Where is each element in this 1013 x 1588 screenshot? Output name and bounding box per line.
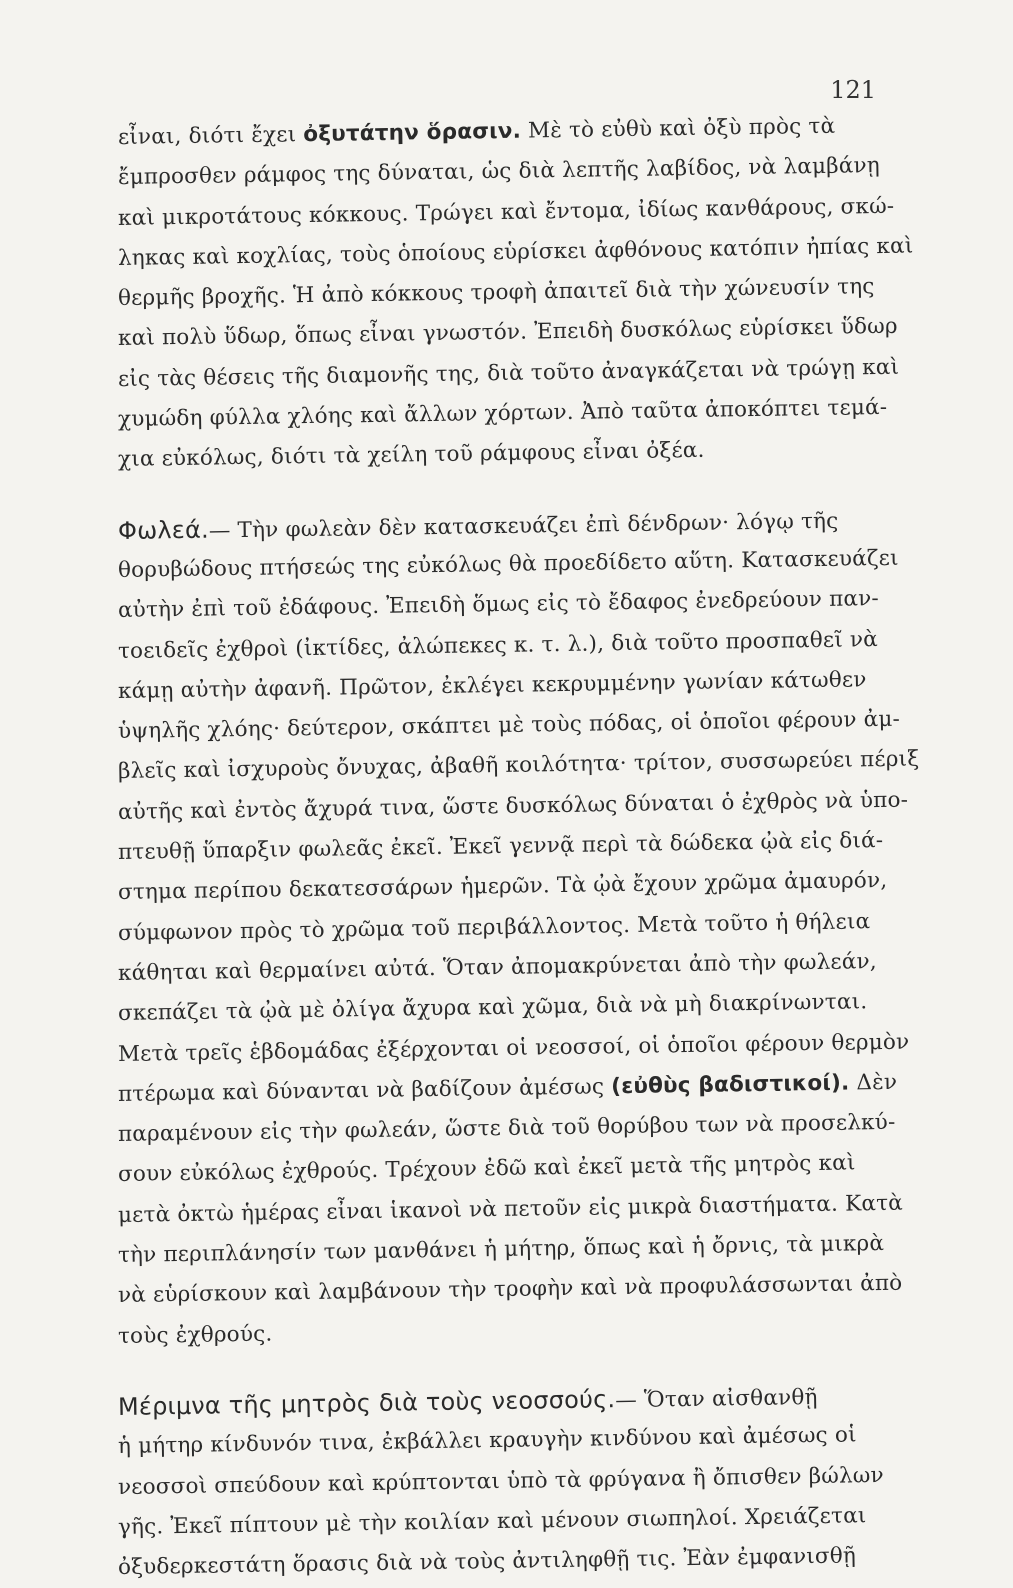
text-line: χια εὐκόλως, διότι τὰ χείλη τοῦ ράμφους εἶναι ὀξέα. <box>117 438 705 473</box>
text-line: θορυβώδους πτήσεώς της εὐκόλως θὰ προεδίδετο αὕτη. Κατασκευάζει <box>117 545 899 583</box>
text-span: πτέρωμα καὶ δύνανται νὰ βαδίζουν ἀμέσως <box>117 1074 612 1107</box>
text-line: κάμῃ αὐτὴν ἀφανῆ. Πρῶτον, ἐκλέγει κεκρυμμένην γωνίαν κάτωθεν <box>117 667 867 704</box>
page-number: 121 <box>830 76 876 104</box>
text-line: χυμώδη φύλλα χλόης καὶ ἄλλων χόρτων. Ἀπὸ ταῦτα ἀποκόπτει τεμά- <box>117 394 888 433</box>
text-line: πτευθῇ ὕπαρξιν φωλεᾶς ἐκεῖ. Ἐκεῖ γεννᾷ περὶ τὰ δώδεκα ᾠὰ εἰς διά- <box>117 828 884 866</box>
text-span: Δὲν <box>849 1069 898 1096</box>
text-line: τοειδεῖς ἐχθροὶ (ἰκτίδες, ἀλώπεκες κ. τ. λ.), διὰ τοῦτο προσπαθεῖ νὰ <box>117 626 879 664</box>
text-line: ληκας καὶ κοχλίας, τοὺς ὁποίους εὑρίσκει ἀφθόνους κατόπιν ἠπίας καὶ <box>117 233 914 271</box>
text-line: ὀξυδερκεστάτη ὅρασις διὰ νὰ τοὺς ἀντιληφθῇ τις. Ἐὰν ἐμφανισθῇ <box>117 1543 857 1581</box>
text-line: Μετὰ τρεῖς ἑβδομάδας ἐξέρχονται οἱ νεοσσοί, οἱ ὁποῖοι φέρουν θερμὸν <box>117 1029 910 1067</box>
text-line: ἡ μήτηρ κίνδυνόν τινα, ἐκβάλλει κραυγὴν κινδύνου καὶ ἀμέσως οἱ <box>117 1422 857 1460</box>
text-line: αὐτὴν ἐπὶ τοῦ ἐδάφους. Ἐπειδὴ ὅμως εἰς τὸ ἔδαφος ἐνεδρεύουν παν- <box>117 586 880 624</box>
text-line: τὴν περιπλάνησίν των μανθάνει ἡ μήτηρ, ὅπως καὶ ἡ ὄρνις, τὰ μικρὰ <box>117 1230 885 1269</box>
text-line: ὑψηλῆς χλόης· δεύτερον, σκάπτει μὲ τοὺς πόδας, οἱ ὁποῖοι φέρουν ἀμ- <box>117 706 901 745</box>
section-heading: Μέριμνα τῆς μητρὸς διὰ τοὺς νεοσσούς. <box>117 1385 616 1421</box>
text-span: — Ὅταν αἰσθανθῇ <box>615 1384 818 1414</box>
text-span: Μὲ τὸ εὐθὺ καὶ ὀξὺ πρὸς τὰ <box>520 113 836 144</box>
text-line: γῆς. Ἐκεῖ πίπτουν μὲ τὴν κοιλίαν καὶ μένουν σιωπηλοί. Χρειάζεται <box>117 1503 867 1540</box>
text-line: στημα περίπου δεκατεσσάρων ἡμερῶν. Τὰ ᾠὰ ἔχουν χρῶμα ἀμαυρόν, <box>117 868 888 906</box>
text-line: καὶ μικροτάτους κόκκους. Τρώγει καὶ ἔντομα, ἰδίως κανθάρους, σκώ- <box>117 193 895 231</box>
emphasis-text: ὀξυτάτην ὅρασιν. <box>303 118 522 148</box>
section-heading: Φωλεά. <box>117 515 210 545</box>
body-text <box>117 113 920 1588</box>
text-line: παραμένουν εἰς τὴν φωλεάν, ὥστε διὰ τοῦ θορύβου των νὰ προσελκύ- <box>117 1109 896 1148</box>
text-line: βλεῖς καὶ ἰσχυροὺς ὄνυχας, ἀβαθῆ κοιλότητα· τρίτον, συσσωρεύει πέριξ <box>117 746 920 785</box>
text-line: μετὰ ὀκτὼ ἡμέρας εἶναι ἱκανοὶ νὰ πετοῦν εἰς μικρὰ διαστήματα. Κατὰ <box>117 1190 904 1228</box>
text-line: σουν εὐκόλως ἐχθρούς. Τρέχουν ἐδῶ καὶ ἐκεῖ μετὰ τῆς μητρὸς καὶ <box>117 1150 856 1188</box>
text-line: εἰς τὰς θέσεις τῆς διαμονῆς της, διὰ τοῦτο ἀναγκάζεται νὰ τρώγῃ καὶ <box>117 354 900 392</box>
text-span: εἶναι, διότι ἔχει <box>117 122 304 150</box>
text-line: τοὺς ἐχθρούς. <box>117 1321 273 1349</box>
text-line: αὐτῆς καὶ ἐντὸς ἄχυρά τινα, ὥστε δυσκόλως δύναται ὁ ἐχθρὸς νὰ ὑπο- <box>117 787 909 825</box>
text-line: ἔμπροσθεν ράμφος της δύναται, ὡς διὰ λεπτῆς λαβίδος, νὰ λαμβάνῃ <box>117 153 881 191</box>
text-line: κάθηται καὶ θερμαίνει αὐτά. Ὅταν ἀπομακρύνεται ἀπὸ τὴν φωλεάν, <box>117 949 877 986</box>
text-span: — Τὴν φωλεὰν δὲν κατασκευάζει ἐπὶ δένδρων· λόγῳ τῆς <box>208 508 839 544</box>
text-line: καὶ πολὺ ὕδωρ, ὅπως εἶναι γνωστόν. Ἐπειδὴ δυσκόλως εὑρίσκει ὕδωρ <box>117 314 898 352</box>
text-line: θερμῆς βροχῆς. Ἡ ἀπὸ κόκκους τροφὴ ἀπαιτεῖ διὰ τὴν χώνευσίν της <box>117 274 875 312</box>
text-line: σύμφωνον πρὸς τὸ χρῶμα τοῦ περιβάλλοντος. Μετὰ τοῦτο ἡ θήλεια <box>117 908 871 946</box>
emphasis-text: (εὐθὺς βαδιστικοί). <box>610 1070 850 1100</box>
text-line: σκεπάζει τὰ ᾠὰ μὲ ὀλίγα ἄχυρα καὶ χῶμα, διὰ νὰ μὴ διακρίνωνται. <box>117 989 868 1027</box>
text-line: νὰ εὑρίσκουν καὶ λαμβάνουν τὴν τροφὴν καὶ νὰ προφυλάσσωνται ἀπὸ <box>117 1270 903 1309</box>
text-line: νεοσσοὶ σπεύδουν καὶ κρύπτονται ὑπὸ τὰ φρύγανα ἢ ὄπισθεν βώλων <box>117 1462 885 1500</box>
